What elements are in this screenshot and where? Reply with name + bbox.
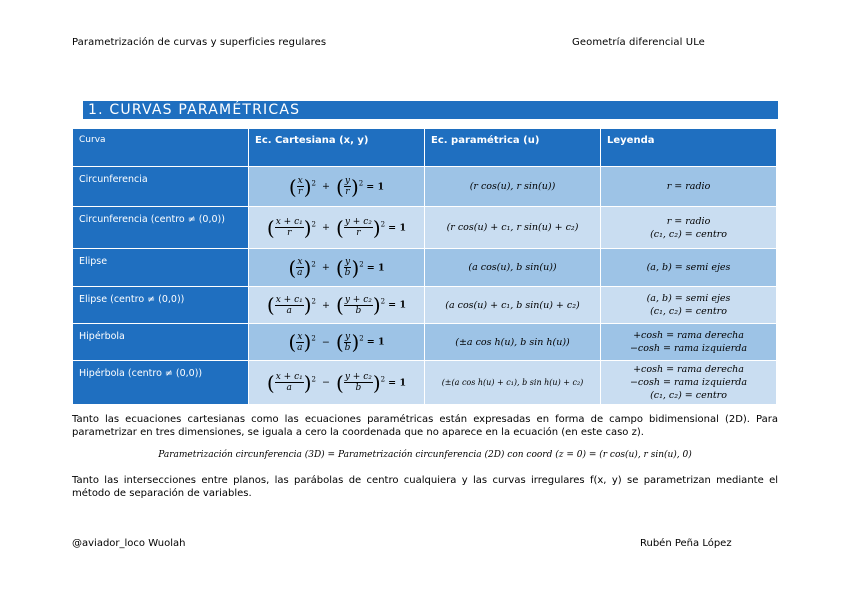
legend-line: −cosh = rama izquierda [629,343,748,354]
legend-cell [601,207,777,249]
column-header-parametric: Ec. paramétrica (u) [425,129,601,167]
legend-line: (c₁, c₂) = centro [650,306,727,317]
legend-line: (c₁, c₂) = centro [650,390,727,401]
legend-cell [601,287,777,324]
cartesian-equation: ( $\frac{\text{x + c₁}}{a}$ )$^2$ − ( $\frac{\text{y + c₂}}{b}$ )$^2$ = 1 [249,361,425,405]
frac-denominator: r [287,228,292,238]
column-header-cartesian: Ec. Cartesiana (x, y) [249,129,425,167]
parametric-equation: (±(a cos h(u) + c₁), b sin h(u) + c₂) [425,361,601,405]
operator: + [322,181,331,192]
cartesian-equation: ( $\frac{x}{a}$ )$^2$ + ( $\frac{y}{b}$ )$^2$ = 1 [249,249,425,287]
footer-right: Rubén Peña López [640,538,732,549]
header-right: Geometría diferencial ULe [572,37,705,48]
legend-cell [601,324,777,361]
table-row [73,249,777,287]
frac-denominator: b [344,268,351,278]
legend-cell [601,167,777,207]
table-row [73,207,777,249]
column-header-legend: Leyenda [601,129,777,167]
table-header-row [73,129,777,167]
legend-line: (a, b) = semi ejes [646,293,731,304]
curve-name: Elipse [73,249,249,287]
legend-line: (c₁, c₂) = centro [650,228,727,240]
frac-numerator: x + c₁ [275,372,303,382]
legend-cell [601,249,777,287]
frac-denominator: a [297,268,303,278]
frac-numerator: y + c₂ [344,372,372,382]
operator: + [321,262,330,273]
legend-line: r = radio [666,215,711,227]
frac-denominator: r [298,187,303,197]
parametric-equation: (r cos(u), r sin(u)) [425,167,601,207]
curves-table [72,128,777,405]
equation-rhs: = 1 [388,222,407,233]
parametric-equation: (a cos(u) + c₁, b sin(u) + c₂) [425,287,601,324]
frac-numerator: x + c₁ [275,294,303,305]
frac-numerator: x [297,331,303,342]
frac-denominator: a [297,342,303,353]
paragraph-intersections: Tanto las intersecciones entre planos, las parábolas de centro cualquiera y las curvas irregulares f(x, y) se parametrizan mediante el método de separación de variables. [72,475,778,499]
section-title: 1. CURVAS PARAMÉTRICAS [83,101,778,119]
operator: − [321,336,330,348]
frac-denominator: b [355,305,362,316]
header-left: Parametrización de curvas y superficies regulares [72,37,327,48]
legend-line: +cosh = rama derecha [633,364,744,375]
legend-line: −cosh = rama izquierda [629,377,748,388]
operator: − [322,377,331,388]
frac-numerator: y [345,331,351,342]
curve-name: Elipse (centro ≠ (0,0)) [73,287,249,324]
legend-cell [601,361,777,405]
footer-left: @aviador_loco Wuolah [72,538,186,549]
parametric-equation: (a cos(u), b sin(u)) [425,249,601,287]
cartesian-equation: ( $\frac{x}{a}$ )$^2$ − ( $\frac{y}{b}$ )$^2$ = 1 [249,324,425,361]
parametric-equation: (±a cos h(u), b sin h(u)) [425,324,601,361]
legend-line: r = radio [666,181,711,192]
frac-denominator: a [286,305,292,316]
frac-numerator: x [297,257,303,267]
operator: + [322,299,331,311]
frac-denominator: b [355,383,362,393]
equation-rhs: = 1 [366,181,385,192]
table-row [73,324,777,361]
formula-3d-circumference: Parametrización circunferencia (3D) = Parametrización circunferencia (2D) con coord (z = 0) = (r cos(u), r sin(u), 0) [158,450,692,460]
cartesian-equation: ( $\frac{\text{x + c₁}}{a}$ )$^2$ + ( $\frac{\text{y + c₂}}{b}$ )$^2$ = 1 [249,287,425,324]
frac-numerator: y [344,176,350,186]
equation-rhs: = 1 [366,336,385,348]
column-header-curve: Curva [73,129,249,167]
table-row [73,167,777,207]
frac-numerator: y [345,257,351,267]
frac-denominator: b [344,342,351,353]
frac-numerator: y + c₂ [344,217,372,227]
table-row [73,287,777,324]
operator: + [322,222,331,233]
equation-rhs: = 1 [366,262,385,273]
curve-name: Circunferencia (centro ≠ (0,0)) [73,207,249,249]
paragraph-cartesian-parametric: Tanto las ecuaciones cartesianas como las ecuaciones paramétricas están expresadas en forma de campo bidimensional (2D). Para parametrizar en tres dimensiones, se iguala a cero la coordenada que no aparece en la ecuación (en este caso z). [72,414,778,438]
cartesian-equation: ( $\frac{\text{x + c₁}}{r}$ )$^2$ + ( $\frac{\text{y + c₂}}{r}$ )$^2$ = 1 [249,207,425,249]
frac-denominator: r [345,187,350,197]
curve-name: Hipérbola [73,324,249,361]
frac-numerator: x + c₁ [275,217,303,227]
equation-rhs: = 1 [388,299,407,311]
frac-denominator: r [356,228,361,238]
parametric-equation: (r cos(u) + c₁, r sin(u) + c₂) [425,207,601,249]
frac-numerator: y + c₂ [344,294,372,305]
frac-numerator: x [297,176,303,186]
legend-line: (a, b) = semi ejes [646,262,731,273]
legend-line: +cosh = rama derecha [633,330,744,341]
curve-name: Circunferencia [73,167,249,207]
curve-name: Hipérbola (centro ≠ (0,0)) [73,361,249,405]
cartesian-equation: ( $\frac{x}{r}$ )$^2$ + ( $\frac{y}{r}$ )$^2$ = 1 [249,167,425,207]
table-row [73,361,777,405]
equation-rhs: = 1 [388,377,407,388]
frac-denominator: a [286,383,292,393]
